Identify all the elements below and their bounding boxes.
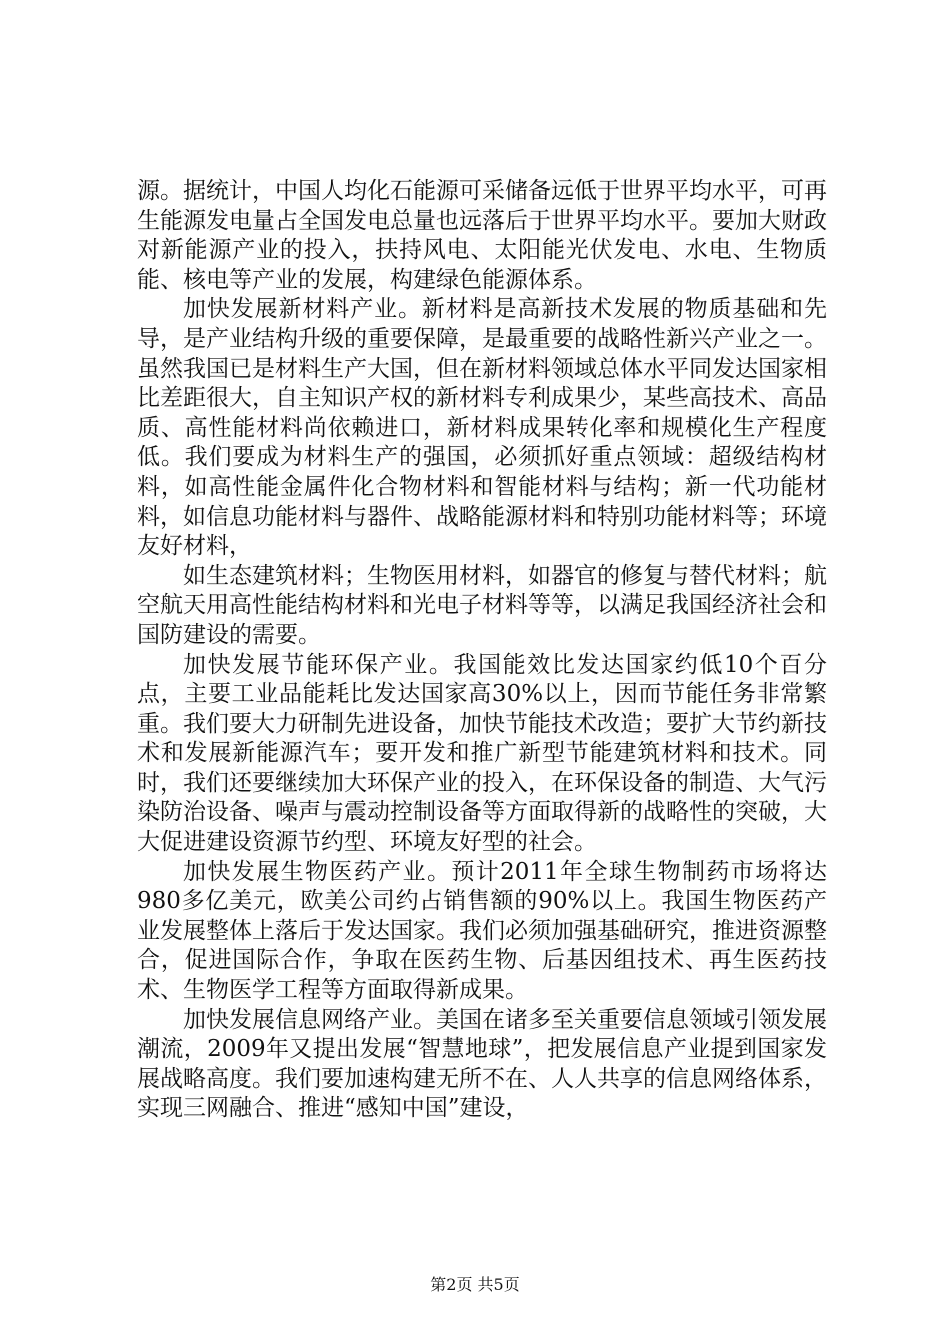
page-footer: 第2页 共5页 <box>430 1275 520 1294</box>
paragraph-materials-continued: 如生态建筑材料；生物医用材料，如器官的修复与替代材料；航空航天用高性能结构材料和光电子材料等等，以满足我国经济社会和国防建设的需要。 <box>137 562 827 648</box>
paragraph-energy-continued: 源。据统计，中国人均化石能源可采储备远低于世界平均水平，可再生能源发电量占全国发电总量也远落后于世界平均水平。要加大财政对新能源产业的投入，扶持风电、太阳能光伏发电、水电、生物质能、核电等产业的发展，构建绿色能源体系。 <box>137 178 827 293</box>
paragraph-information-network: 加快发展信息网络产业。美国在诸多至关重要信息领域引领发展潮流，2009年又提出发展“智慧地球”，把发展信息产业提到国家发展战略高度。我们要加速构建无所不在、人人共享的信息网络体系，实现三网融合、推进“感知中国”建设， <box>137 1006 827 1122</box>
paragraph-new-materials: 加快发展新材料产业。新材料是高新技术发展的物质基础和先导，是产业结构升级的重要保障，是最重要的战略性新兴产业之一。虽然我国已是材料生产大国，但在新材料领域总体水平同发达国家相比差距很大，自主知识产权的新材料专利成果少，某些高技术、高品质、高性能材料尚依赖进口，新材料成果转化率和规模化生产程度低。我们要成为材料生产的强国，必须抓好重点领域：超级结构材料，如高性能金属件化合物材料和智能材料与结构；新一代功能材料，如信息功能材料与器件、战略能源材料和特别功能材料等；环境友好材料， <box>137 296 827 560</box>
paragraph-biomedicine: 加快发展生物医药产业。预计2011年全球生物制药市场将达980多亿美元，欧美公司约占销售额的90%以上。我国生物医药产业发展整体上落后于发达国家。我们必须加强基础研究，推进资源整合，促进国际合作，争取在医药生物、后基因组技术、再生医药技术、生物医学工程等方面取得新成果。 <box>137 858 827 1004</box>
document-body <box>137 177 827 1124</box>
paragraph-energy-saving: 加快发展节能环保产业。我国能效比发达国家约低10个百分点，主要工业品能耗比发达国家高30%以上，因而节能任务非常繁重。我们要大力研制先进设备，加快节能技术改造；要扩大节约新技术和发展新能源汽车；要开发和推广新型节能建筑材料和技术。同时，我们还要继续加大环保产业的投入，在环保设备的制造、大气污染防治设备、噪声与震动控制设备等方面取得新的战略性的突破，大大促进建设资源节约型、环境友好型的社会。 <box>137 651 827 856</box>
